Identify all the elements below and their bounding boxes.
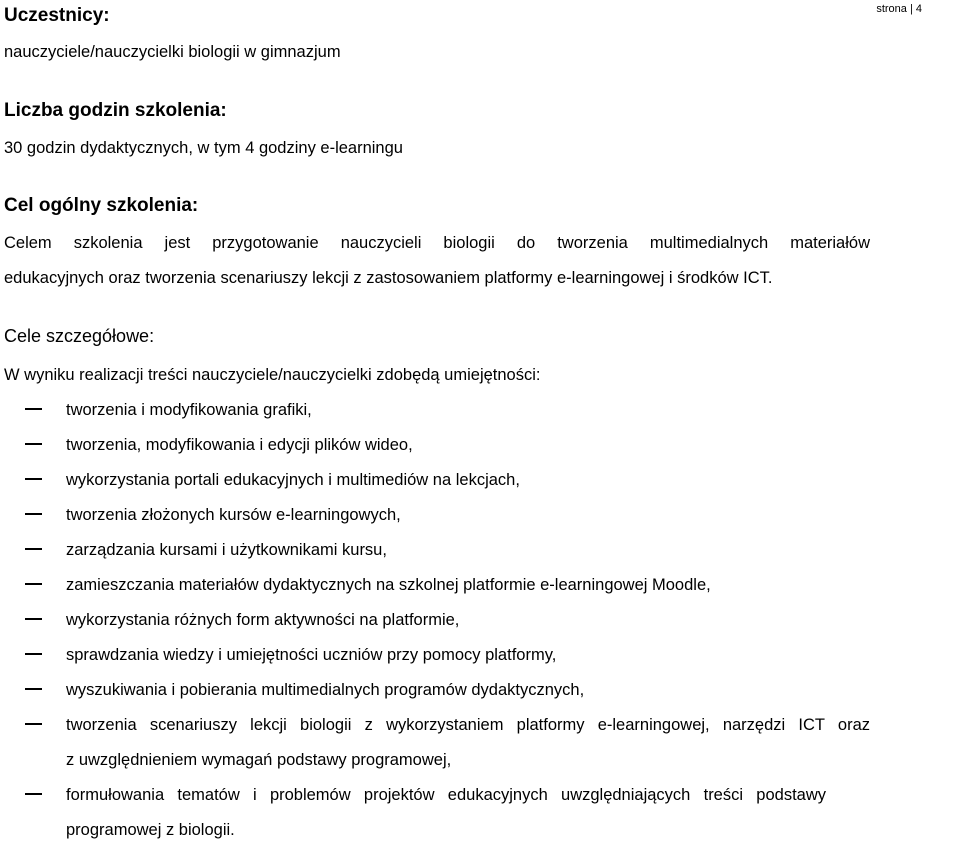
dash-bullet: [25, 653, 42, 655]
list-item: [0, 781, 960, 851]
dash-bullet: [25, 408, 42, 410]
hours-text: 30 godzin dydaktycznych, w tym 4 godziny e-learningu: [4, 139, 403, 157]
detailed-goals-heading: Cele szczegółowe:: [4, 326, 155, 346]
page-number: strona | 4: [876, 3, 922, 15]
list-item: [0, 711, 960, 781]
list-item: [0, 676, 960, 711]
dash-bullet: [25, 513, 42, 515]
dash-bullet: [25, 688, 42, 690]
dash-bullet: [25, 793, 42, 795]
hours-heading: Liczba godzin szkolenia:: [4, 100, 227, 121]
list-item-text: wyszukiwania i pobierania multimedialnych programów dydaktycznych,: [66, 681, 585, 699]
list-item: [0, 396, 960, 431]
detailed-goals-intro: W wyniku realizacji treści nauczyciele/nauczycielki zdobędą umiejętności:: [4, 366, 541, 384]
list-item-text: wykorzystania portali edukacyjnych i multimediów na lekcjach,: [66, 471, 520, 489]
participants-heading: Uczestnicy:: [4, 5, 110, 26]
dash-bullet: [25, 443, 42, 445]
general-goal-line-2: edukacyjnych oraz tworzenia scenariuszy lekcji z zastosowaniem platformy e-learningowej i środków ICT.: [4, 269, 773, 287]
list-item: [0, 536, 960, 571]
list-item-text: [66, 708, 870, 778]
list-item: [0, 641, 960, 676]
participants-text: nauczyciele/nauczycielki biologii w gimnazjum: [4, 43, 341, 61]
dash-bullet: [25, 618, 42, 620]
list-item-line-2: z uwzględnieniem wymagań podstawy programowej,: [66, 751, 452, 769]
list-item-text: zamieszczania materiałów dydaktycznych na szkolnej platformie e-learningowej Moodle,: [66, 576, 711, 594]
list-item-text: zarządzania kursami i użytkownikami kursu,: [66, 541, 387, 559]
list-item-text: [66, 778, 826, 848]
list-item-text: sprawdzania wiedzy i umiejętności uczniów przy pomocy platformy,: [66, 646, 557, 664]
dash-bullet: [25, 548, 42, 550]
general-goal-heading: Cel ogólny szkolenia:: [4, 195, 199, 216]
list-item: [0, 606, 960, 641]
general-goal-line-1: Celem szkolenia jest przygotowanie nauczycieli biologii do tworzenia multimedialnych materiałów: [4, 234, 870, 252]
list-item: [0, 501, 960, 536]
list-item-text: tworzenia, modyfikowania i edycji plików wideo,: [66, 436, 413, 454]
dash-bullet: [25, 478, 42, 480]
list-item: [0, 571, 960, 606]
list-item-text: tworzenia i modyfikowania grafiki,: [66, 401, 312, 419]
skills-list: [0, 396, 960, 851]
list-item: [0, 431, 960, 466]
list-item-line-1: tworzenia scenariuszy lekcji biologii z wykorzystaniem platformy e-learningowej, narzędzi ICT oraz: [66, 716, 870, 734]
dash-bullet: [25, 583, 42, 585]
list-item-line-1: formułowania tematów i problemów projektów edukacyjnych uwzględniających treści podstawy: [66, 786, 826, 804]
list-item-text: wykorzystania różnych form aktywności na platformie,: [66, 611, 460, 629]
list-item-text: tworzenia złożonych kursów e-learningowych,: [66, 506, 401, 524]
list-item-line-2: programowej z biologii.: [66, 821, 235, 839]
dash-bullet: [25, 723, 42, 725]
list-item: [0, 466, 960, 501]
